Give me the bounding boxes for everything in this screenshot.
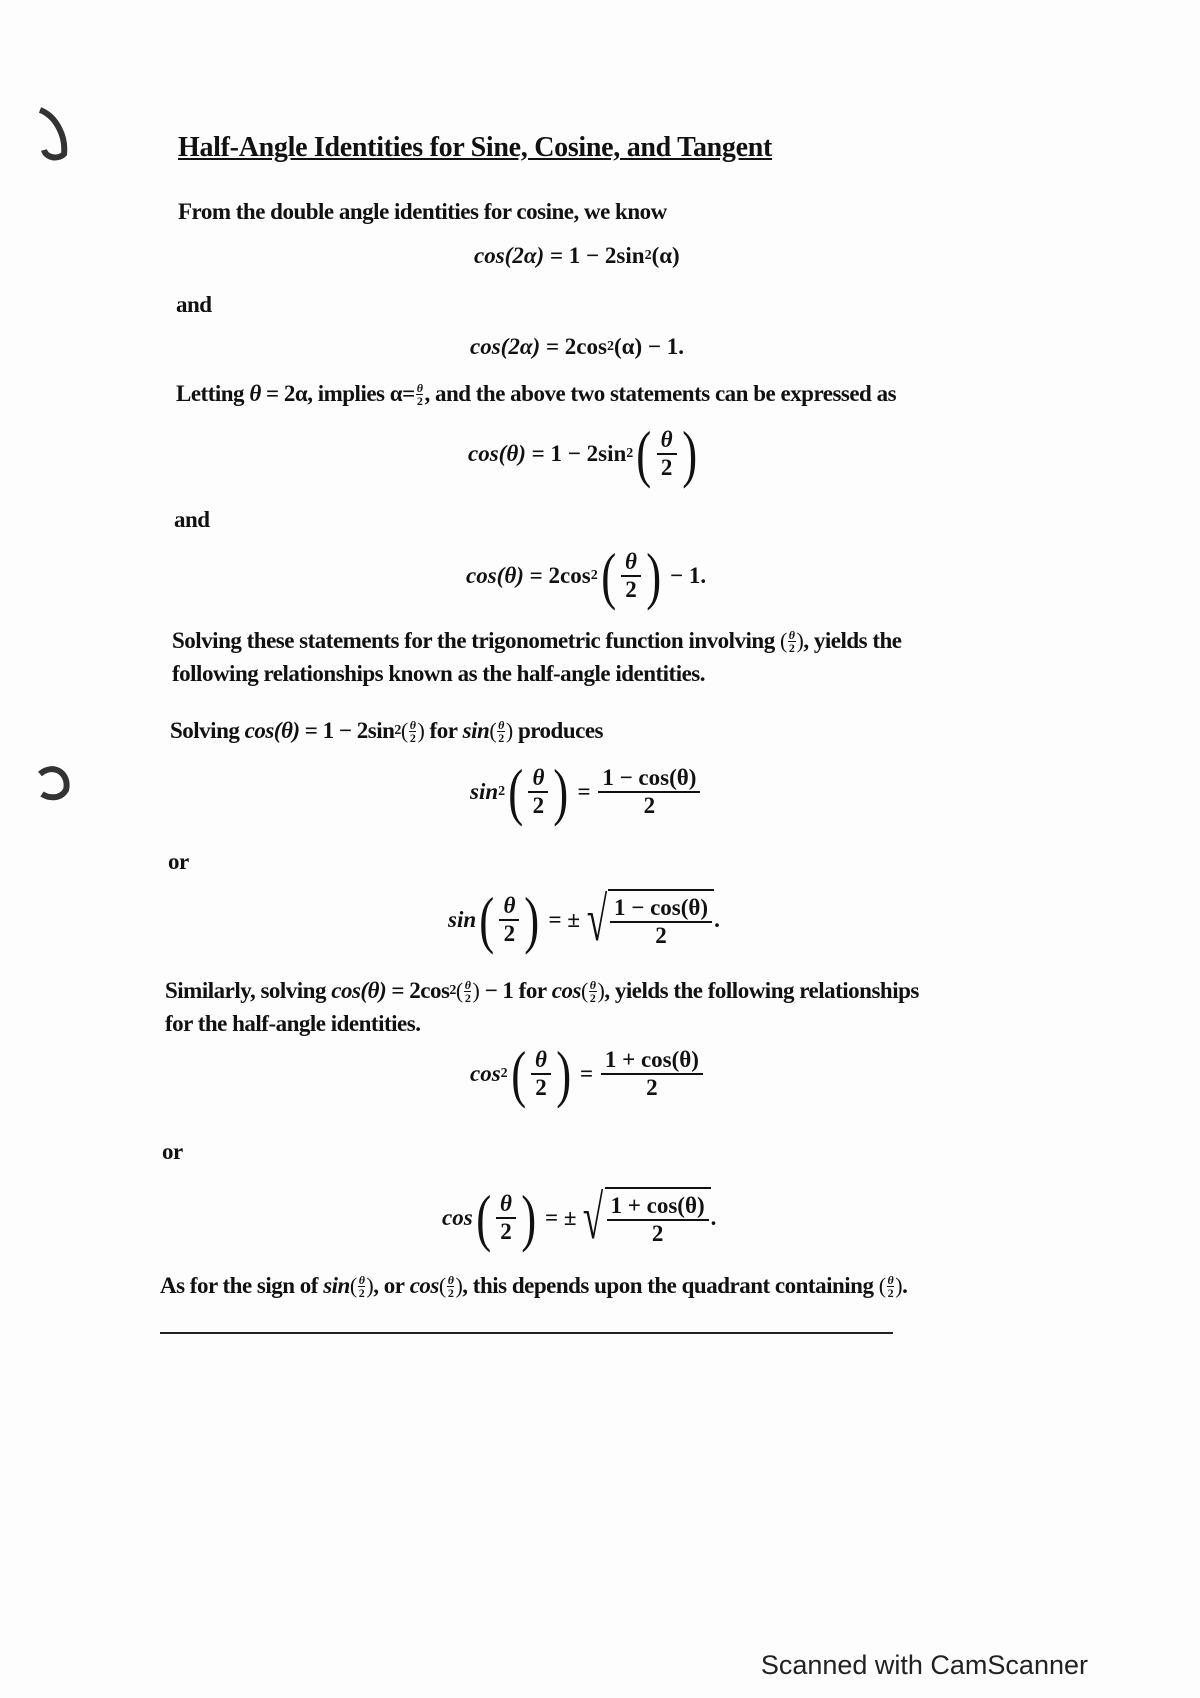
text-segment: = 2α, implies bbox=[266, 381, 385, 406]
text-segment: . bbox=[902, 1273, 908, 1298]
exponent: 2 bbox=[449, 983, 456, 998]
page-title: Half-Angle Identities for Sine, Cosine, and Tangent bbox=[178, 132, 773, 163]
text-segment: = 1 − 2sin bbox=[304, 718, 395, 743]
right-paren: ) bbox=[681, 418, 697, 489]
fraction-denominator: 2 bbox=[464, 990, 471, 1005]
left-paren: ( bbox=[489, 718, 497, 743]
equation-cos-half bbox=[442, 1182, 717, 1253]
right-paren: ) bbox=[553, 756, 569, 827]
fraction-denominator: 2 bbox=[625, 577, 637, 602]
connector-or: or bbox=[168, 849, 189, 874]
left-paren: ( bbox=[580, 978, 588, 1003]
eq-rhs: = 1 − 2sin bbox=[549, 243, 645, 268]
eq-tail: (α) − 1. bbox=[613, 334, 684, 359]
fraction-denominator: 2 bbox=[500, 1219, 512, 1244]
left-paren: ( bbox=[349, 1273, 357, 1298]
left-paren: ( bbox=[779, 628, 787, 653]
radical-sign: √ bbox=[583, 1184, 604, 1252]
right-paren: ) bbox=[646, 540, 662, 611]
exponent: 2 bbox=[626, 446, 634, 461]
square-root bbox=[580, 886, 714, 954]
right-paren: ) bbox=[505, 718, 513, 743]
right-paren: ) bbox=[521, 1182, 537, 1253]
radicand bbox=[608, 889, 714, 951]
exponent: 2 bbox=[590, 568, 598, 583]
fraction-denominator: 2 bbox=[887, 1285, 894, 1300]
eq-lhs: cos(θ) bbox=[468, 441, 526, 466]
text-segment: Solving bbox=[170, 718, 240, 743]
eq-lhs: sin bbox=[470, 779, 499, 804]
half-theta-fraction bbox=[531, 1047, 551, 1102]
text-segment: α= bbox=[389, 381, 415, 406]
solving-text-line1 bbox=[172, 625, 902, 657]
text-segment: Similarly, solving bbox=[165, 978, 326, 1003]
half-theta-fraction bbox=[589, 979, 597, 1004]
text-segment: sin bbox=[323, 1273, 350, 1298]
fraction-denominator: 2 bbox=[532, 793, 545, 818]
similarly-text-line1 bbox=[165, 975, 919, 1007]
half-theta-fraction bbox=[447, 1274, 455, 1299]
text-segment: , and the above two statements can be expressed as bbox=[424, 381, 897, 406]
similarly-text-line2: for the half-angle identities. bbox=[165, 1011, 421, 1036]
fraction-numerator: θ bbox=[464, 977, 471, 992]
left-paren: ( bbox=[475, 1182, 491, 1253]
fraction-numerator: θ bbox=[409, 717, 416, 732]
equation-cos2a-sin bbox=[474, 243, 680, 269]
text-segment: Letting bbox=[176, 381, 245, 406]
right-paren: ) bbox=[524, 884, 540, 955]
equals-plus-minus: = ± bbox=[545, 1205, 577, 1230]
fraction-denominator: 2 bbox=[498, 730, 504, 745]
text-segment: produces bbox=[517, 718, 603, 743]
text-segment: cos(θ) bbox=[331, 978, 387, 1003]
intro-text: From the double angle identities for cosine, we know bbox=[178, 199, 667, 224]
left-paren: ( bbox=[479, 884, 495, 955]
fraction-denominator: 2 bbox=[655, 923, 667, 948]
fraction-denominator: 2 bbox=[660, 455, 673, 480]
eq-lhs: cos bbox=[442, 1205, 473, 1230]
fraction-numerator: θ bbox=[657, 427, 677, 455]
text-segment: cos(θ) bbox=[244, 718, 300, 743]
right-paren: ) bbox=[796, 628, 804, 653]
eq-tail: (α) bbox=[651, 243, 680, 268]
solving-sin-text bbox=[170, 715, 603, 747]
radical-sign: √ bbox=[586, 886, 608, 954]
binder-ring-icon bbox=[36, 106, 74, 162]
equation-cos-theta-sin bbox=[468, 418, 700, 489]
half-theta-fraction bbox=[496, 1191, 516, 1246]
half-theta-fraction bbox=[409, 719, 417, 744]
text-segment: cos bbox=[551, 978, 581, 1003]
equation-sin-half bbox=[448, 884, 720, 955]
fraction-numerator: θ bbox=[447, 1272, 454, 1287]
equals-sign: = bbox=[577, 779, 591, 804]
half-theta-fraction bbox=[499, 893, 519, 948]
theta-symbol: θ bbox=[249, 381, 261, 406]
identity-fraction bbox=[598, 765, 700, 820]
binder-ring-icon bbox=[36, 760, 74, 816]
fraction-numerator: 1 − cos(θ) bbox=[598, 765, 700, 793]
eq-tail: − 1. bbox=[670, 563, 707, 588]
eq-lhs: cos(θ) bbox=[466, 563, 524, 588]
text-segment: , yields the following relationships bbox=[604, 978, 919, 1003]
identity-fraction bbox=[601, 1047, 703, 1102]
exponent: 2 bbox=[394, 723, 401, 738]
letting-text bbox=[176, 378, 896, 410]
text-segment: sin bbox=[462, 718, 490, 743]
eq-lhs: cos bbox=[470, 1061, 501, 1086]
left-paren: ( bbox=[510, 1038, 526, 1109]
fraction-numerator: θ bbox=[496, 1191, 516, 1219]
text-segment: Solving these statements for the trigonometric function involving bbox=[172, 628, 775, 653]
right-paren: ) bbox=[472, 978, 480, 1003]
connector-or: or bbox=[162, 1139, 183, 1164]
text-segment: = 2cos bbox=[391, 978, 450, 1003]
right-paren: ) bbox=[556, 1038, 572, 1109]
half-theta-fraction bbox=[497, 719, 505, 744]
text-segment: , or bbox=[373, 1273, 405, 1298]
text-segment: cos bbox=[409, 1273, 439, 1298]
equals-plus-minus: = ± bbox=[548, 907, 580, 932]
fraction-numerator: 1 + cos(θ) bbox=[601, 1047, 703, 1075]
fraction-numerator: θ bbox=[499, 893, 519, 921]
text-segment: As for the sign of bbox=[160, 1273, 318, 1298]
fraction-numerator: θ bbox=[498, 717, 504, 732]
identity-fraction bbox=[607, 1193, 709, 1248]
right-paren: ) bbox=[597, 978, 605, 1003]
equation-cos-theta-cos bbox=[466, 540, 707, 611]
half-theta-fraction bbox=[528, 765, 548, 820]
fraction-denominator: 2 bbox=[535, 1075, 547, 1100]
eq-rhs: = 1 − 2sin bbox=[531, 441, 627, 466]
fraction-numerator: θ bbox=[531, 1047, 551, 1075]
left-paren: ( bbox=[600, 540, 616, 611]
half-theta-fraction bbox=[464, 979, 472, 1004]
text-segment: , yields the bbox=[803, 628, 902, 653]
half-theta-fraction bbox=[621, 549, 641, 604]
eq-tail: . bbox=[714, 907, 720, 932]
horizontal-divider bbox=[160, 1332, 893, 1334]
exponent: 2 bbox=[498, 784, 506, 799]
right-paren: ) bbox=[417, 718, 425, 743]
right-paren: ) bbox=[366, 1273, 374, 1298]
half-theta-fraction bbox=[416, 382, 424, 407]
right-paren: ) bbox=[455, 1273, 463, 1298]
radicand bbox=[605, 1187, 711, 1249]
fraction-numerator: θ bbox=[887, 1272, 894, 1287]
equals-sign: = bbox=[580, 1061, 594, 1086]
square-root bbox=[576, 1184, 710, 1252]
fraction-denominator: 2 bbox=[651, 1221, 664, 1246]
equation-cos2a-cos bbox=[470, 334, 684, 360]
identity-fraction bbox=[610, 895, 712, 950]
fraction-numerator: θ bbox=[528, 765, 548, 793]
fraction-denominator: 2 bbox=[358, 1285, 365, 1300]
fraction-numerator: θ bbox=[589, 977, 596, 992]
right-paren: ) bbox=[895, 1273, 903, 1298]
left-paren: ( bbox=[455, 978, 463, 1003]
eq-tail: . bbox=[710, 1205, 717, 1230]
exponent: 2 bbox=[606, 339, 614, 354]
half-theta-fraction bbox=[358, 1274, 366, 1299]
left-paren: ( bbox=[438, 1273, 446, 1298]
half-theta-fraction bbox=[887, 1274, 895, 1299]
sign-text bbox=[160, 1270, 907, 1302]
fraction-numerator: θ bbox=[621, 549, 641, 577]
half-theta-fraction bbox=[657, 427, 677, 482]
fraction-denominator: 2 bbox=[447, 1285, 454, 1300]
fraction-denominator: 2 bbox=[503, 921, 516, 946]
left-paren: ( bbox=[878, 1273, 886, 1298]
exponent: 2 bbox=[644, 248, 652, 263]
eq-lhs: cos(2α) bbox=[470, 334, 541, 359]
fraction-numerator: θ bbox=[416, 380, 423, 395]
fraction-numerator: θ bbox=[788, 627, 795, 642]
fraction-denominator: 2 bbox=[788, 640, 795, 655]
fraction-denominator: 2 bbox=[643, 793, 656, 818]
equation-sin-squared-half bbox=[470, 756, 702, 827]
text-segment: , this depends upon the quadrant containing bbox=[462, 1273, 874, 1298]
exponent: 2 bbox=[500, 1066, 508, 1081]
left-paren: ( bbox=[508, 756, 524, 827]
solving-text-line2: following relationships known as the half-angle identities. bbox=[172, 661, 706, 686]
left-paren: ( bbox=[400, 718, 408, 743]
eq-rhs: = 2cos bbox=[529, 563, 591, 588]
eq-rhs: = 2cos bbox=[545, 334, 607, 359]
fraction-denominator: 2 bbox=[409, 730, 416, 745]
half-theta-fraction bbox=[788, 629, 796, 654]
eq-lhs: sin bbox=[448, 907, 477, 932]
scanner-watermark: Scanned with CamScanner bbox=[760, 1650, 1088, 1680]
left-paren: ( bbox=[636, 418, 652, 489]
connector-and: and bbox=[174, 507, 210, 532]
eq-lhs: cos(2α) bbox=[474, 243, 545, 268]
connector-and: and bbox=[176, 292, 212, 317]
text-segment: − 1 for bbox=[484, 978, 547, 1003]
fraction-numerator: 1 − cos(θ) bbox=[610, 895, 712, 923]
fraction-denominator: 2 bbox=[646, 1075, 658, 1100]
fraction-numerator: 1 + cos(θ) bbox=[607, 1193, 709, 1221]
equation-cos-squared-half bbox=[470, 1038, 705, 1109]
fraction-denominator: 2 bbox=[589, 990, 596, 1005]
text-segment: for bbox=[429, 718, 458, 743]
fraction-numerator: θ bbox=[358, 1272, 365, 1287]
fraction-denominator: 2 bbox=[416, 393, 423, 408]
